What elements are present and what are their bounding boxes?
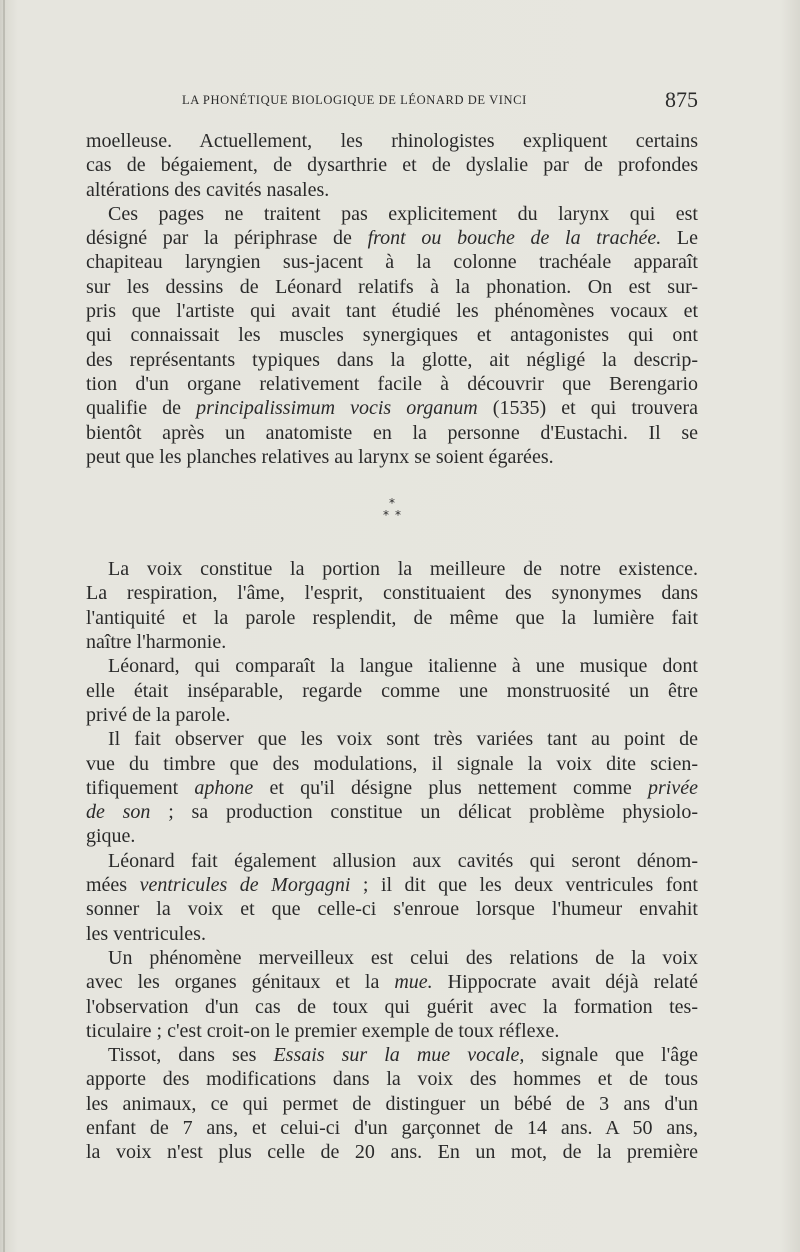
text-line: enfant de 7 ans, et celui-ci d'un garçonnet de 14 ans. A 50 ans, [86,1116,698,1139]
text-line: les ventricules. [86,922,206,945]
text-line: privé de la parole. [86,703,231,726]
section-1 [86,129,698,469]
text-fragment: tifiquement [86,776,195,799]
text-line: bientôt après un anatomiste en la personne d'Eustachi. Il se [86,421,698,444]
text-line: l'observation d'un cas de toux qui guérit avec la formation tes- [86,995,698,1018]
italic-phrase: ventricules de Morgagni [139,874,351,897]
text-fragment: Le [661,227,699,250]
italic-phrase: mue. [394,971,433,994]
italic-phrase: privée [648,776,698,799]
text-line: chapiteau laryngien sus-jacent à la colonne trachéale apparaît [86,251,698,274]
text-line: elle était inséparable, regarde comme une monstruosité un être [86,679,698,702]
text-line: altérations des cavités nasales. [86,178,330,201]
text-line: des représentants typiques dans la glotte, ait négligé la descrip- [86,348,698,371]
text-fragment: mées [86,874,140,897]
text-line: apporte des modifications dans la voix des hommes et de tous [86,1068,698,1091]
italic-phrase: aphone [194,776,254,799]
text-line [86,1043,698,1067]
text-fragment: et qu'il désigne plus nettement comme [253,776,649,799]
text-line: naître l'harmonie. [86,631,227,654]
text-line: Ces pages ne traitent pas explicitement du larynx qui est [108,202,698,225]
section-divider-asterism [86,497,698,521]
text-line [86,226,698,250]
text-line: La voix constitue la portion la meilleure de notre existence. [108,558,698,581]
text-line: gique. [86,825,136,848]
text-line [86,800,698,824]
text-fragment: avec les organes génitaux et la [86,971,395,994]
paragraph [86,654,698,727]
running-title: LA PHONÉTIQUE BIOLOGIQUE DE LÉONARD DE VINCI [182,93,527,107]
italic-phrase: front ou bouche de la trachée. [367,227,662,250]
text-line: sonner la voix et que celle-ci s'enroue lorsque l'humeur envahit [86,898,698,921]
text-line: cas de bégaiement, de dysarthrie et de dyslalie par de profondes [86,154,698,177]
section-2 [86,557,698,1164]
paragraph [86,129,698,202]
text-fragment: signale que l'âge [524,1044,698,1067]
page-number: 875 [665,87,698,112]
text-line: Il fait observer que les voix sont très variées tant au point de [108,728,698,751]
text-line: les animaux, ce qui permet de distinguer un bébé de 3 ans d'un [86,1092,698,1115]
page-spine-shadow [3,0,5,1252]
text-fragment: Hippocrate avait déjà relaté [432,971,698,994]
text-line: moelleuse. Actuellement, les rhinologistes expliquent certains [86,130,698,152]
text-fragment: qualifie de [86,397,197,420]
text-fragment: ; il dit que les deux ventricules font [350,874,698,897]
text-line: peut que les planches relatives au larynx se soient égarées. [86,445,554,468]
paragraph [86,946,698,1043]
text-line [86,396,698,420]
text-fragment: Tissot, dans ses [108,1044,274,1067]
text-line [86,970,698,994]
paragraph [86,557,698,654]
text-line: qui connaissait les muscles synergiques et antagonistes qui ont [86,324,698,347]
asterism-bottom-stars: ** [383,508,407,523]
asterism-top-star: * [389,496,395,511]
text-fragment: ; sa production constitue un délicat problème physiolo- [150,801,698,824]
text-line: ticulaire ; c'est croit-on le premier exemple de toux réflexe. [86,1019,560,1042]
text-fragment: (1535) et qui trouvera [477,397,698,420]
paragraph [86,1043,698,1164]
text-line: vue du timbre que des modulations, il signale la voix dite scien- [86,752,698,775]
text-line: tion d'un organe relativement facile à découvrir que Berengario [86,372,698,395]
text-line: Léonard, qui comparaît la langue italienne à une musique dont [108,655,698,678]
paragraph [86,727,698,848]
text-line: sur les dessins de Léonard relatifs à la phonation. On est sur- [86,275,698,298]
text-line: La respiration, l'âme, l'esprit, constituaient des synonymes dans [86,582,698,605]
text-line: Un phénomène merveilleux est celui des relations de la voix [108,946,698,969]
italic-phrase: principalissimum vocis organum [196,397,478,420]
text-fragment: désigné par la périphrase de [86,227,368,250]
paragraph [86,849,698,946]
text-line: pris que l'artiste qui avait tant étudié les phénomènes vocaux et [86,300,698,323]
italic-phrase: Essais sur la mue vocale, [273,1044,525,1067]
paragraph [86,202,698,469]
text-line: la voix n'est plus celle de 20 ans. En un mot, de la première [86,1141,698,1164]
text-line: Léonard fait également allusion aux cavités qui seront dénom- [108,849,698,872]
text-line [86,873,698,897]
page-header [86,85,698,119]
text-line: l'antiquité et la parole resplendit, de même que la lumière fait [86,606,698,629]
italic-phrase: de son [86,801,151,824]
page-content [86,85,698,1165]
text-line [86,776,698,800]
